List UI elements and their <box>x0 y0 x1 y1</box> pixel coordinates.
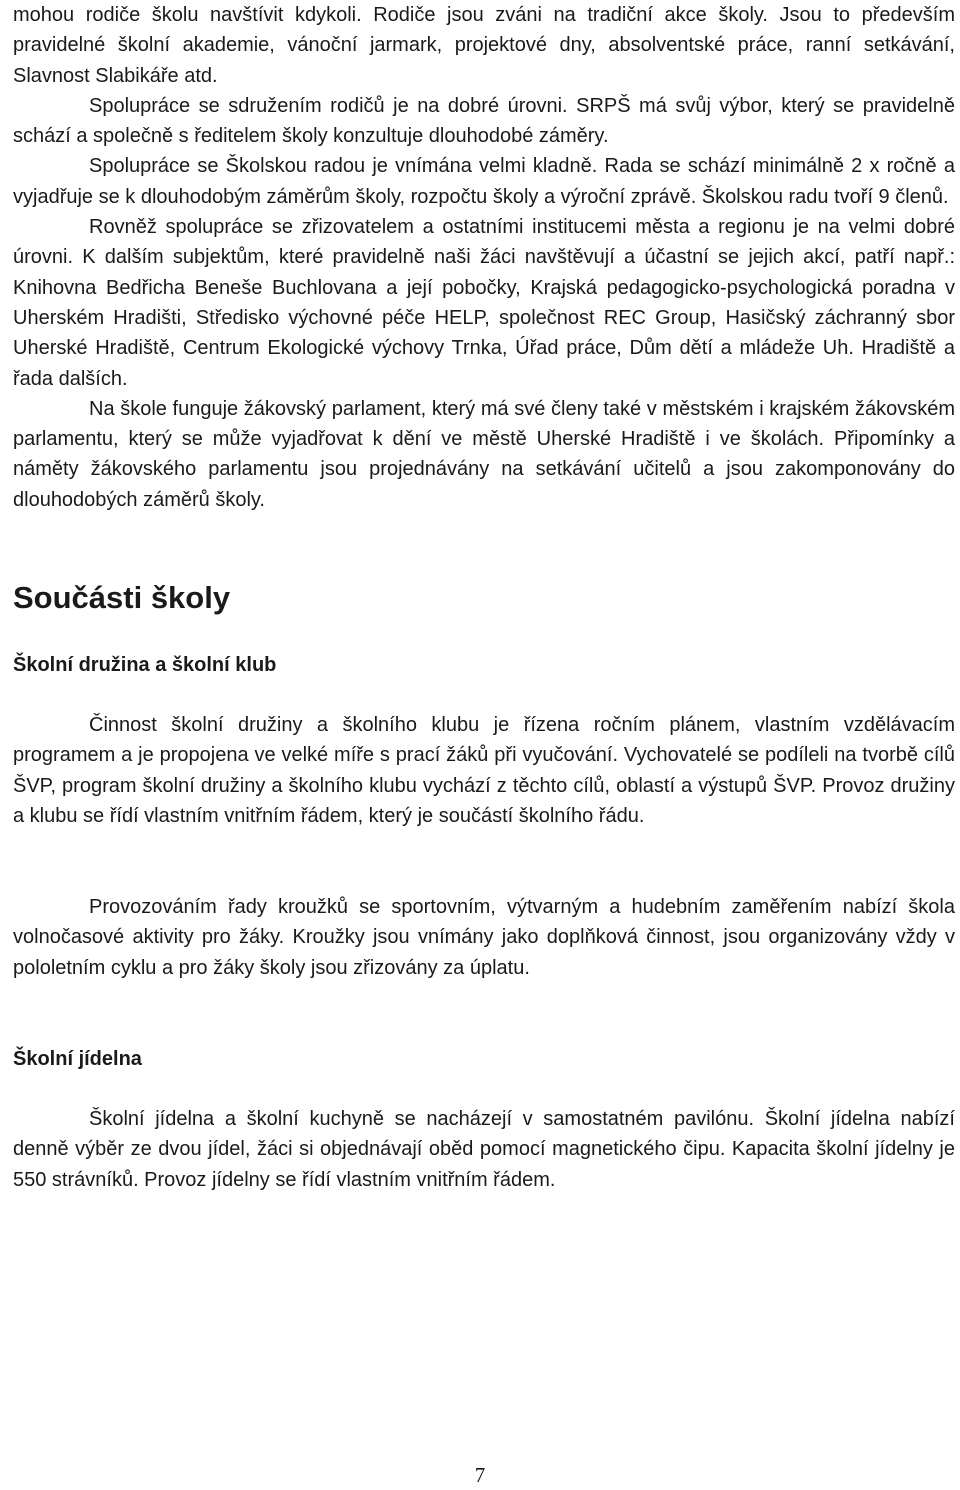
intro-paragraph-school-board: Spolupráce se Školskou radou je vnímána velmi kladně. Rada se schází minimálně 2 x ročně a vyjadřuje se k dlouhodobým záměrům školy, rozpočtu školy a výroční zprávě. Školskou radu tvoří 9 členů. <box>13 155 955 208</box>
heading-druzina: Školní družina a školní klub <box>13 654 277 676</box>
druzina-clubs-section <box>13 892 955 983</box>
heading-jidelna: Školní jídelna <box>13 1048 142 1070</box>
intro-paragraph-parents: mohou rodiče školu navštívit kdykoli. Rodiče jsou zváni na tradiční akce školy. Jsou to především pravidelné školní akademie, vánoční jarmark, projektové dny, absolventské práce, ranní setkávání, Slavnost Slabikáře atd. <box>13 4 955 87</box>
druzina-section <box>13 710 955 831</box>
intro-paragraph-srps: Spolupráce se sdružením rodičů je na dobré úrovni. SRPŠ má svůj výbor, který se pravidelně schází a společně s ředitelem školy konzultuje dlouhodobé záměry. <box>13 94 955 148</box>
intro-paragraph-parliament: Na škole funguje žákovský parlament, který má své členy také v městském i krajském žákovském parlamentu, který se může vyjadřovat k dění ve městě Uherské Hradiště i ve školách. Připomínky a náměty žákovského parlamentu jsou projednávány na setkávání učitelů a jsou zakomponovány do dlouhodobých záměrů školy. <box>13 397 955 511</box>
section-title: Součásti školy <box>13 580 231 615</box>
page-number: 7 <box>474 1463 486 1487</box>
druzina-paragraph-clubs: Provozováním řady kroužků se sportovním, výtvarným a hudebním zaměřením nabízí škola volnočasové aktivity pro žáky. Kroužky jsou vnímány jako doplňková činnost, jsou organizovány vždy v pololetním cyklu a pro žáky školy jsou zřizovány za úplatu. <box>13 896 955 979</box>
jidelna-section <box>13 1104 955 1195</box>
druzina-paragraph-program: Činnost školní družiny a školního klubu je řízena ročním plánem, vlastním vzdělávacím programem a je propojena ve velké míře s prací žáků při vyučování. Vychovatelé se podíleli na tvorbě cílů ŠVP, program školní družiny a školního klubu vychází z těchto cílů, oblastí a výstupů ŠVP. Provoz družiny a klubu se řídí vlastním vnitřním řádem, který je součástí školního řádu. <box>13 714 955 827</box>
jidelna-paragraph: Školní jídelna a školní kuchyně se nacházejí v samostatném pavilónu. Školní jídelna nabízí denně výběr ze dvou jídel, žáci si objednávají oběd pomocí magnetického čipu. Kapacita školní jídelny je 550 strávníků. Provoz jídelny se řídí vlastním vnitřním řádem. <box>13 1108 955 1191</box>
intro-paragraph-institutions: Rovněž spolupráce se zřizovatelem a ostatními institucemi města a regionu je na velmi dobré úrovni. K dalším subjektům, které pravidelně naši žáci navštěvují a účastní se jejich akcí, patří např.: Knihovna Bedřicha Beneše Buchlovana a její pobočky, Krajská pedagogicko-psychologická poradna v Uherském Hradišti, Středisko výchovné péče HELP, společnost REC Group, Hasičský záchranný sbor Uherské Hradiště, Centrum Ekologické výchovy Trnka, Úřad práce, Dům dětí a mládeže Uh. Hradiště a řada dalších. <box>13 216 955 390</box>
intro-section <box>13 0 955 515</box>
